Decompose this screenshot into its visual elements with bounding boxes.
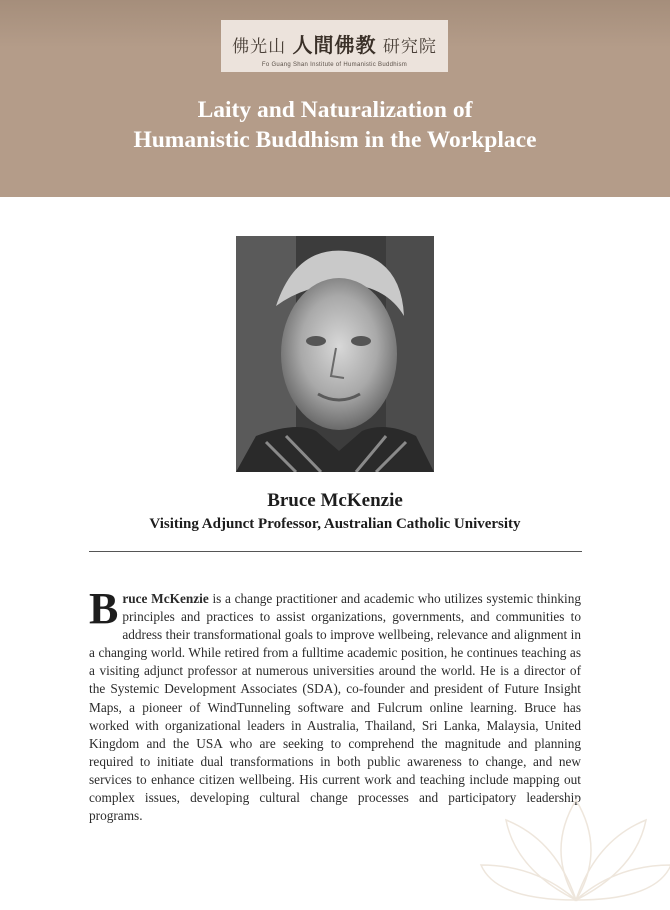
title-line-2: Humanistic Buddhism in the Workplace — [133, 127, 537, 153]
author-name: Bruce McKenzie — [267, 490, 403, 511]
institute-logo — [221, 20, 448, 72]
lotus-watermark — [476, 770, 670, 910]
logo-cn-right: 研究院 — [382, 37, 437, 57]
logo-cn-mid: 人間佛教 — [292, 33, 377, 57]
logo-english: Fo Guang Shan Institute of Humanistic Buddhism — [261, 62, 408, 68]
logo-cn-left: 佛光山 — [232, 37, 287, 57]
page-title — [0, 95, 670, 155]
divider — [89, 551, 582, 552]
author-portrait — [236, 236, 434, 472]
bio-name: ruce McKenzie — [122, 591, 209, 606]
author-affiliation: Visiting Adjunct Professor, Australian Catholic University — [149, 516, 521, 532]
title-line-1: Laity and Naturalization of — [197, 97, 473, 123]
header-banner — [0, 0, 670, 197]
bio-text: is a change practitioner and academic who utilizes systemic thinking principles and practices to assist organizations, governments, and communities to address their transformational goals to improve wellbeing, relevance and alignment in a changing world. While retired from a fulltime academic position, he continues teaching as a visiting adjunct professor at numerous universities around the world. He is a director of the Systemic Development Associates (SDA), co-founder and president of Future Insight Maps, a pioneer of WindTunneling software and Fulcrum online learning. Bruce has worked with organizational leaders in Australia, Thailand, Sri Lanka, Malaysia, United Kingdom and the USA who are seeking to comprehend the magnitude and planning required to initiate dual transformations in both public awareness to change, and new services to enhance citizen wellbeing. His current work and teaching include mapping out complex issues, developing cultural change processes and participatory leadership programs. — [89, 591, 581, 824]
bio-dropcap: B — [89, 584, 119, 633]
logo-chinese — [221, 29, 448, 58]
